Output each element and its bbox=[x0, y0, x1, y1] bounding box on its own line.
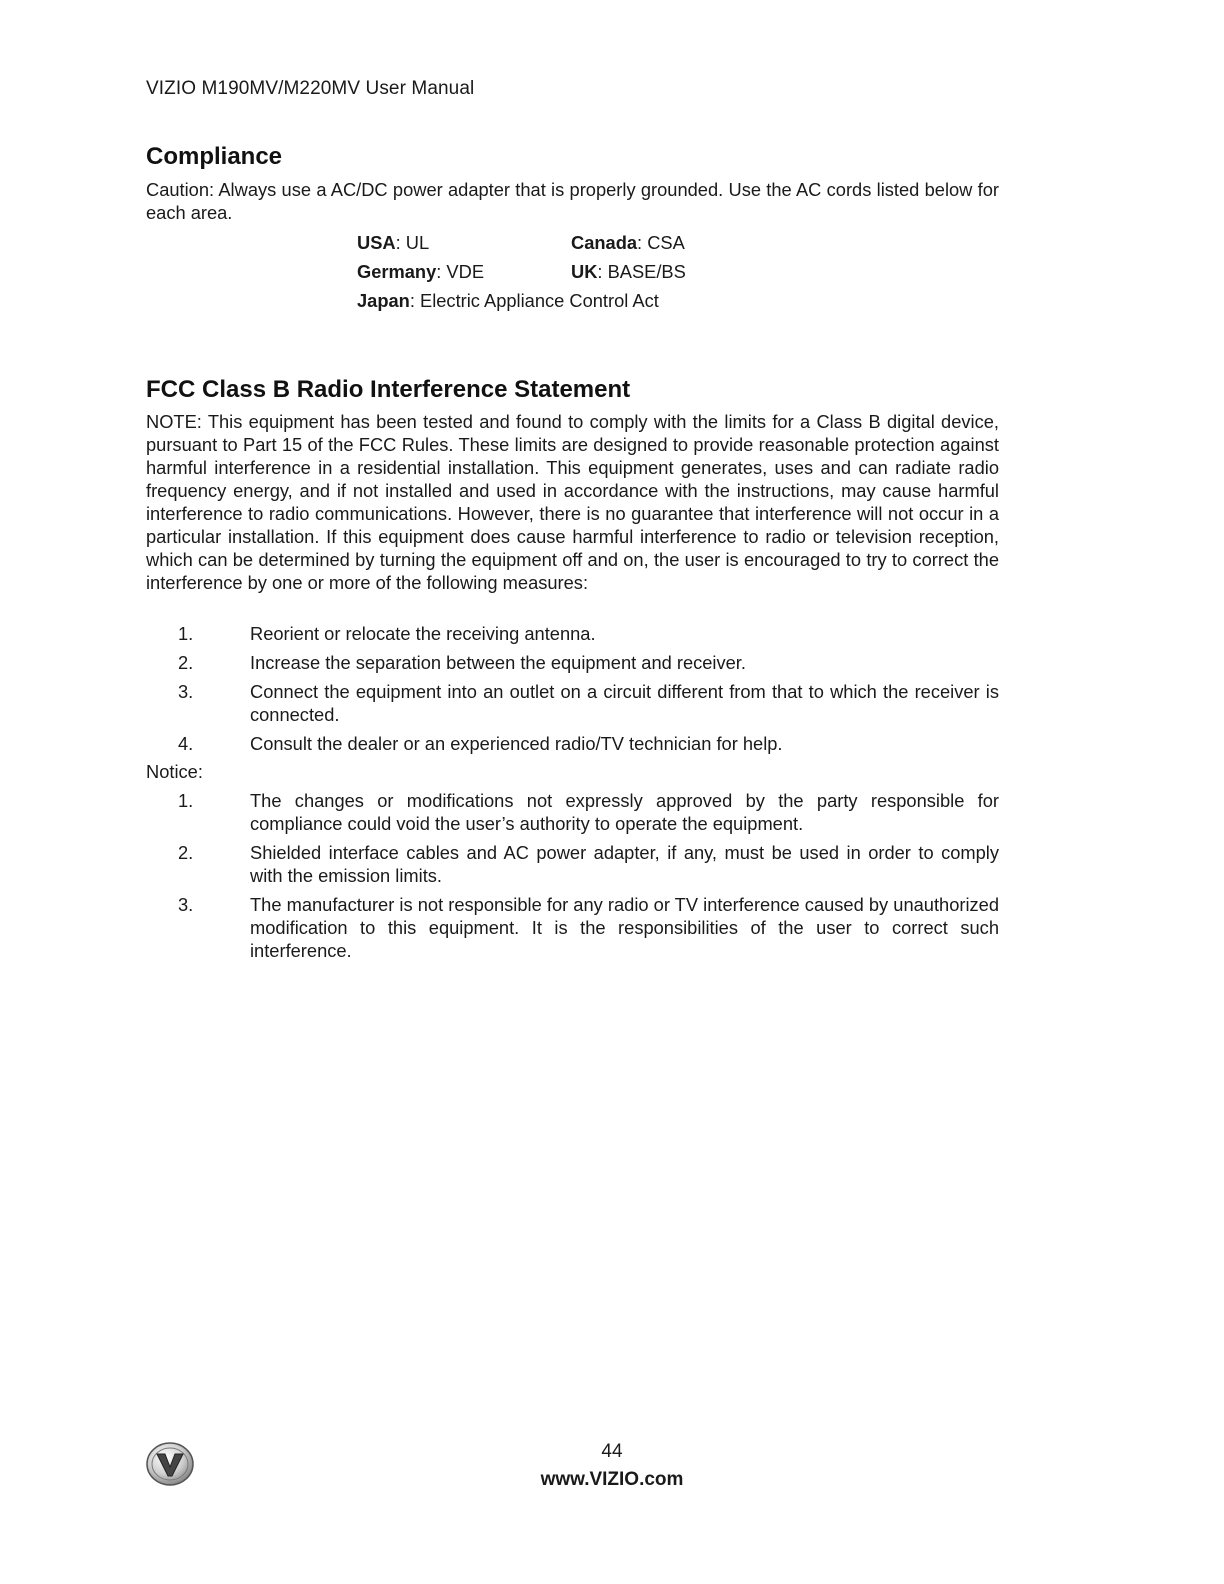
compliance-heading: Compliance bbox=[146, 143, 283, 170]
footer-url: www.VIZIO.com bbox=[540, 1469, 684, 1490]
cord-uk: UK: BASE/BS bbox=[571, 261, 686, 282]
notices-list bbox=[146, 789, 999, 968]
list-item: 2. Shielded interface cables and AC power adapter, if any, must be used in order to comply with the emission limits. bbox=[178, 842, 999, 886]
list-item: 2. Increase the separation between the equipment and receiver. bbox=[178, 652, 746, 673]
list-item: 1. The changes or modifications not expressly approved by the party responsible for compliance could void the user’s authority to operate the equipment. bbox=[178, 790, 999, 834]
list-item: 3. The manufacturer is not responsible for any radio or TV interference caused by unauthorized modification to this equipment. It is the responsibilities of the user to correct such interference. bbox=[178, 894, 999, 961]
cord-usa: USA: UL bbox=[357, 232, 430, 253]
caution-paragraph: Caution: Always use a AC/DC power adapter that is properly grounded. Use the AC cords listed below for each area. bbox=[146, 179, 999, 223]
fcc-heading: FCC Class B Radio Interference Statement bbox=[146, 376, 631, 403]
measures-list bbox=[146, 622, 999, 761]
cord-japan: Japan: Electric Appliance Control Act bbox=[357, 290, 659, 311]
cord-canada: Canada: CSA bbox=[571, 232, 685, 253]
list-item: 3. Connect the equipment into an outlet on a circuit different from that to which the receiver is connected. bbox=[178, 681, 999, 725]
list-item: 1. Reorient or relocate the receiving antenna. bbox=[178, 623, 596, 644]
list-item: 4. Consult the dealer or an experienced radio/TV technician for help. bbox=[178, 733, 783, 754]
fcc-note-paragraph: NOTE: This equipment has been tested and found to comply with the limits for a Class B digital device, pursuant to Part 15 of the FCC Rules. These limits are designed to provide reasonable protection against harmful interference in a residential installation. This equipment generates, uses and can radiate radio frequency energy, and if not installed and used in accordance with the instructions, may cause harmful interference to radio communications. However, there is no guarantee that interference will not occur in a particular installation. If this equipment does cause harmful interference to radio or television reception, which can be determined by turning the equipment off and on, the user is encouraged to try to correct the interference by one or more of the following measures: bbox=[146, 411, 999, 593]
running-header: VIZIO M190MV/M220MV User Manual bbox=[146, 78, 475, 99]
notice-label: Notice: bbox=[146, 761, 203, 782]
page-number: 44 bbox=[601, 1441, 623, 1462]
cord-germany: Germany: VDE bbox=[357, 261, 485, 282]
